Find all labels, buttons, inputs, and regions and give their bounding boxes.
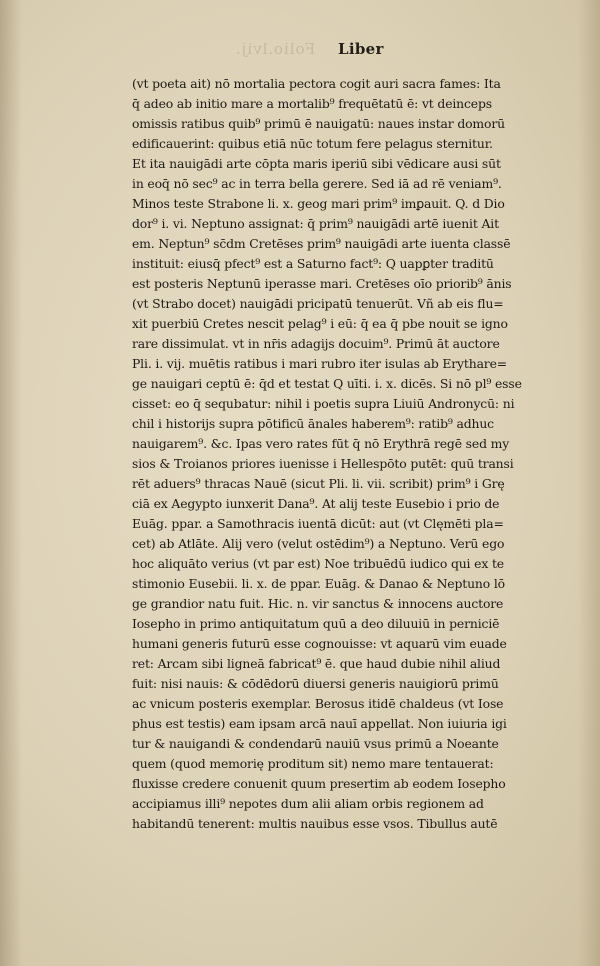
text-line: chil i historijs supra pōtificū ānales haberem⁹: ratib⁹ adhuc [132, 416, 494, 431]
text-line: ge grandior natu fuit. Hic. n. vir sanctus & innocens auctore [132, 596, 504, 611]
text-line: (vt poeta ait) nō mortalia pectora cogit auri sacra fames: Ita [132, 76, 501, 91]
page-edge [578, 0, 600, 966]
text-line: omissis ratibus quib⁹ primū ē nauigatū: naues instar domorū [132, 116, 505, 131]
text-line: rēt aduers⁹ thracas Nauē (sicut Pli. li. vii. scribit) prim⁹ i Grę [132, 476, 505, 491]
text-line: xit puerbiū Cretes nescit pelag⁹ i eū: q̄ ea q̄ pbe nouit se igno [132, 316, 508, 331]
text-line: habitandū tenerent: multis nauibus esse vsos. Tibullus autē [132, 816, 498, 831]
text-line: est posteris Neptunū iperasse mari. Cretēses oīo priorib⁹ ānis [132, 276, 512, 291]
text-line: accipiamus illi⁹ nepotes dum alii aliam orbis regionem ad [132, 796, 484, 811]
text-line: cet) ab Atlāte. Alij vero (velut ostēdim⁹) a Neptuno. Verū ego [132, 536, 505, 551]
text-line: Et ita nauigādi arte cōpta maris iperiū sibi vēdicare ausi sūt [132, 156, 501, 171]
text-line: Iosepho in primo antiquitatum quū a deo diluuiū in perniciē [132, 616, 500, 631]
text-line: rare dissimulat. vt in nr̄is adagijs docuim⁹. Primū āt auctore [132, 336, 500, 351]
text-line: instituit: eiusq̄ pfect⁹ est a Saturno fact⁹: Q uapꝑter traditū [132, 256, 494, 271]
text-line: (vt Strabo docet) nauigādi pricipatū tenuerūt. Vñ ab eis flu= [132, 296, 504, 311]
text-line: dor⁹ i. vi. Neptuno assignat: q̄ prim⁹ nauigādi artē iuenit Ait [132, 216, 499, 231]
text-line: ac vnicum posteris exemplar. Berosus itidē chaldeus (vt Iose [132, 696, 504, 711]
bleed-through-text: Folio.lvij. [235, 40, 316, 58]
text-line: fuit: nisi nauis: & cōdēdorū diuersi generis nauigiorū primū [132, 676, 499, 691]
text-line: humani generis futurū esse cognouisse: vt aquarū vim euade [132, 636, 507, 651]
gutter-shadow [0, 0, 22, 966]
text-line: fluxisse credere conuenit quum presertim ab eodem Iosepho [132, 776, 506, 791]
main-text-block [132, 74, 572, 834]
text-line: edificauerint: quibus etiā nūc totum fere pelagus sternitur. [132, 136, 493, 151]
text-line: ge nauigari ceptū ē: q̄d et testat Q uīti. i. x. dicēs. Si nō pl⁹ esse [132, 376, 522, 391]
text-line: sios & Troianos priores iuenisse i Hellespōto putēt: quū transi [132, 456, 514, 471]
text-line: q̄ adeo ab initio mare a mortalib⁹ frequētatū ē: vt deinceps [132, 96, 492, 111]
text-line: phus est testis) eam ipsam arcā nauī appellat. Non iuiuria igi [132, 716, 507, 731]
text-line: stimonio Eusebii. li. x. de ppar. Euāg. & Danao & Neptuno lō [132, 576, 505, 591]
text-line: nauigarem⁹. &c. Ipas vero rates fūt q̄ nō Erythrā regē sed my [132, 436, 510, 451]
text-line: ciā ex Aegypto iunxerit Dana⁹. At alij teste Eusebio i prio de [132, 496, 500, 511]
text-line: hoc aliquāto verius (vt par est) Noe tribuēdū iudico qui ex te [132, 556, 504, 571]
text-line: cisset: eo q̄ sequbatur: nihil i poetis supra Liuiū Andronycū: ni [132, 396, 515, 411]
text-line: quem (quod memorię proditum sit) nemo mare tentauerat: [132, 756, 494, 771]
text-line: in eoq̄ nō sec⁹ ac in terra bella gerere. Sed iā ad rē veniam⁹. [132, 176, 502, 191]
running-header: Liber [338, 40, 384, 58]
text-line: ret: Arcam sibi ligneā fabricat⁹ ē. que haud dubie nihil aliud [132, 656, 501, 671]
text-line: Minos teste Strabone li. x. geog mari prim⁹ imꝑauit. Q. d Dio [132, 196, 505, 211]
text-line: Pli. i. vij. muētis ratibus i mari rubro iter isulas ab Erythare= [132, 356, 507, 371]
text-line: tur & nauigandi & condendarū nauiū vsus primū a Noeante [132, 736, 499, 751]
text-line: Euāg. ppar. a Samothracis iuentā dicūt: aut (vt Clęmēti pla= [132, 516, 504, 531]
text-line: em. Neptun⁹ sc̄dm Cretēses prim⁹ nauigādi arte iuenta classē [132, 236, 511, 251]
